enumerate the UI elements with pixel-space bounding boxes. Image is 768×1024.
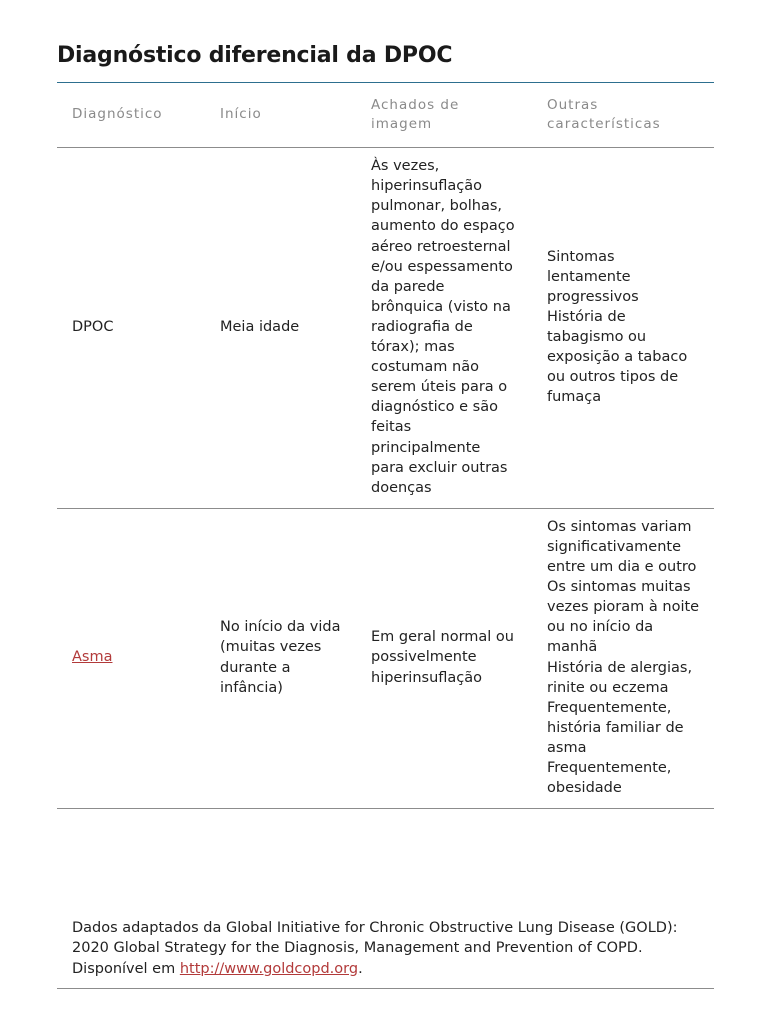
header-onset: Início: [205, 83, 355, 147]
text-line: ou no início da: [547, 619, 654, 636]
header-imaging-lines: [371, 96, 523, 134]
text-line: doenças: [371, 479, 432, 496]
text-line: para excluir outras: [371, 459, 508, 476]
text-line: Os sintomas muitas: [547, 579, 691, 596]
asma-link[interactable]: Asma: [72, 649, 113, 666]
differential-diagnosis-table: [57, 83, 714, 809]
text-line: História de: [547, 308, 626, 325]
text-line: costumam não: [371, 359, 479, 376]
text-line: ou outros tipos de: [547, 369, 679, 386]
text-line: aéreo retroesternal: [371, 238, 511, 255]
cell-diagnosis-asma: [57, 508, 205, 808]
footnote-line-2: 2020 Global Strategy for the Diagnosis, Management and Prevention of COPD.: [72, 940, 643, 957]
text-line: da parede: [371, 278, 445, 295]
table-header-row: [57, 83, 714, 147]
text-line: Frequentemente,: [547, 759, 672, 776]
text-line: (muitas vezes: [220, 639, 322, 656]
footnote-line-1: Dados adaptados da Global Initiative for Chronic Obstructive Lung Disease (GOLD):: [72, 920, 678, 936]
page-title: Diagnóstico diferencial da DPOC: [57, 43, 453, 68]
text-line: hiperinsuflação: [371, 178, 483, 195]
text-line: História de alergias,: [547, 659, 693, 676]
text-line: tabagismo ou: [547, 329, 647, 345]
text-line: vezes pioram à noite: [547, 599, 700, 616]
text-line: radiografia de: [371, 318, 473, 335]
table-row-dpoc: [57, 147, 714, 508]
text-line: progressivos: [547, 288, 639, 305]
text-line: significativamente: [547, 538, 682, 555]
text-line: Em geral normal ou: [371, 629, 514, 646]
text-line: Outras: [547, 96, 599, 113]
footnote-line-3-prefix: Disponível em: [72, 960, 180, 977]
text-line: rinite ou eczema: [547, 679, 669, 696]
header-diagnosis: Diagnóstico: [57, 83, 205, 147]
footnote-line-3-suffix: .: [358, 960, 363, 977]
header-other-features: [531, 83, 714, 147]
text-line: possivelmente: [371, 649, 477, 666]
text-line: aumento do espaço: [371, 218, 515, 235]
source-footnote: [72, 918, 712, 979]
text-line: lentamente: [547, 268, 631, 285]
gold-website-link[interactable]: http://www.goldcopd.org: [179, 960, 359, 977]
other-lines-dpoc: [547, 247, 708, 408]
text-line: fumaça: [547, 389, 602, 406]
text-line: manhã: [547, 639, 598, 656]
page: [57, 0, 714, 1024]
text-line: asma: [547, 739, 587, 756]
imaging-lines-asma: [371, 627, 523, 687]
text-line: história familiar de: [547, 719, 684, 736]
text-line: durante a: [220, 659, 291, 676]
cell-onset-dpoc: Meia idade: [205, 147, 355, 508]
text-line: Às vezes,: [371, 158, 440, 175]
text-line: entre um dia e outro: [547, 559, 697, 576]
text-line: serem úteis para o: [371, 379, 508, 396]
text-line: feitas: [371, 419, 412, 436]
text-line: exposição a tabaco: [547, 349, 688, 366]
cell-other-asma: [531, 508, 714, 808]
text-line: e/ou espessamento: [371, 258, 513, 275]
text-line: Os sintomas variam: [547, 518, 692, 535]
text-line: brônquica (visto na: [371, 298, 511, 315]
text-line: Sintomas: [547, 248, 615, 265]
text-line: No início da vida: [220, 619, 341, 636]
text-line: Frequentemente,: [547, 699, 672, 716]
header-other-lines: [547, 96, 708, 134]
cell-onset-asma: [205, 508, 355, 808]
text-line: principalmente: [371, 439, 481, 456]
text-line: diagnóstico e são: [371, 399, 498, 416]
text-line: imagem: [371, 115, 433, 132]
cell-imaging-asma: [355, 508, 531, 808]
text-line: tórax); mas: [371, 339, 455, 356]
imaging-lines-dpoc: [371, 156, 523, 498]
text-line: infância): [220, 679, 283, 696]
other-lines-asma: [547, 517, 708, 798]
text-line: pulmonar, bolhas,: [371, 198, 503, 215]
cell-diagnosis-dpoc: DPOC: [57, 147, 205, 508]
table-row-asma: [57, 508, 714, 808]
text-line: Achados de: [371, 96, 460, 113]
text-line: características: [547, 115, 661, 132]
cell-other-dpoc: [531, 147, 714, 508]
text-line: hiperinsuflação: [371, 669, 483, 686]
header-imaging: [355, 83, 531, 147]
footnote-divider: [57, 988, 714, 989]
cell-imaging-dpoc: [355, 147, 531, 508]
onset-lines-asma: [220, 617, 347, 697]
text-line: obesidade: [547, 780, 622, 797]
